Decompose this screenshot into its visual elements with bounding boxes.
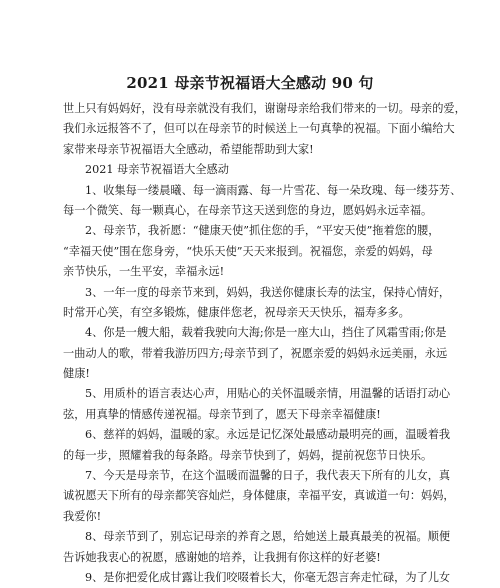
paragraph-line: 弦，用真挚的情感传递祝福。母亲节到了，愿天下母亲幸福健康! <box>63 407 381 421</box>
paragraph-line: 8、母亲节到了，别忘记母亲的养育之恩，给她送上最真最美的祝福。顺便 <box>85 530 451 544</box>
paragraph <box>63 283 451 324</box>
paragraph-line: 的每一步，照耀着我的每条路。母亲节快到了，妈妈，提前祝您节日快乐。 <box>63 448 433 462</box>
paragraph <box>63 221 445 282</box>
paragraph-line: 我爱你! <box>63 509 102 523</box>
paragraph-line: 6、慈祥的妈妈，温暖的家。永远是记忆深处最感动最明亮的画，温暖着我 <box>85 428 451 442</box>
paragraph-line: 我们永远报答不了，但可以在母亲节的时候送上一句真挚的祝福。下面小编给大 <box>63 122 455 136</box>
paragraph-line: 诚祝愿天下所有的母亲都笑容灿烂，身体健康，幸福平安，真诚道一句：妈妈， <box>63 489 455 503</box>
paragraph <box>63 181 462 222</box>
paragraph-line: 5、用质朴的语言表达心声，用贴心的关怀温暖亲情，用温馨的话语打动心 <box>85 387 451 401</box>
paragraph <box>63 466 455 527</box>
paragraph <box>63 384 451 425</box>
paragraph-line: 告诉她我衷心的祝愿，感谢她的培养，让我拥有你这样的好老婆! <box>63 550 381 564</box>
paragraph <box>63 568 451 588</box>
paragraph-line: 时常开心笑，有空多锻炼，健康伴您老，祝母亲天天快乐，福寿多多。 <box>63 305 410 319</box>
paragraph-line: 2、母亲节，我祈愿：“健康天使”抓住您的手，“平安天使”拖着您的腰， <box>85 224 440 238</box>
paragraph-line: 家带来母亲节祝福语大全感动，希望能帮助到大家! <box>63 142 314 156</box>
paragraph-line: 7、今天是母亲节，在这个温暖而温馨的日子，我代表天下所有的儿女，真 <box>85 469 451 483</box>
document-title: 2021 母亲节祝福语大全感动 90 句 <box>126 74 374 92</box>
paragraph-line: 4、你是一艘大船，载着我驶向大海;你是一座大山，挡住了风霜雪雨;你是 <box>85 326 447 340</box>
paragraph <box>63 160 445 180</box>
paragraph-line: 3、一年一度的母亲节来到，妈妈，我送你健康长寿的法宝，保持心情好， <box>85 285 451 299</box>
paragraph-line: “幸福天使”围在您身旁，“快乐天使”天天来报到。祝福您，亲爱的妈妈，母 <box>63 244 433 258</box>
paragraph-line: 9、是你把爱化成甘露让我们咬啜着长大，你毫无怨言奔走忙碌，为了儿女 <box>85 570 451 584</box>
paragraph-line: 一曲动人的歌，带着我游历四方;母亲节到了，祝愿亲爱的妈妈永远美丽，永远 <box>63 346 448 360</box>
paragraph-line: 每一个微笑、每一颗真心，在母亲节这天送到您的身边，愿妈妈永远幸福。 <box>63 203 433 217</box>
paragraph-line: 1、收集每一缕晨曦、每一滴雨露、每一片雪花、每一朵玫瑰、每一缕芬芳、 <box>85 183 462 197</box>
paragraph <box>63 99 466 160</box>
paragraph-line: 世上只有妈妈好，没有母亲就没有我们，谢谢母亲给我们带来的一切。母亲的爱， <box>63 102 466 115</box>
paragraph-line: 亲节快乐，一生平安，幸福永远! <box>63 265 225 279</box>
paragraph <box>63 527 451 568</box>
paragraph-line: 2021 母亲节祝福语大全感动 <box>85 163 229 177</box>
paragraph <box>63 425 451 466</box>
document-body <box>63 99 466 588</box>
paragraph <box>63 323 448 384</box>
paragraph-line: 健康! <box>63 367 90 381</box>
